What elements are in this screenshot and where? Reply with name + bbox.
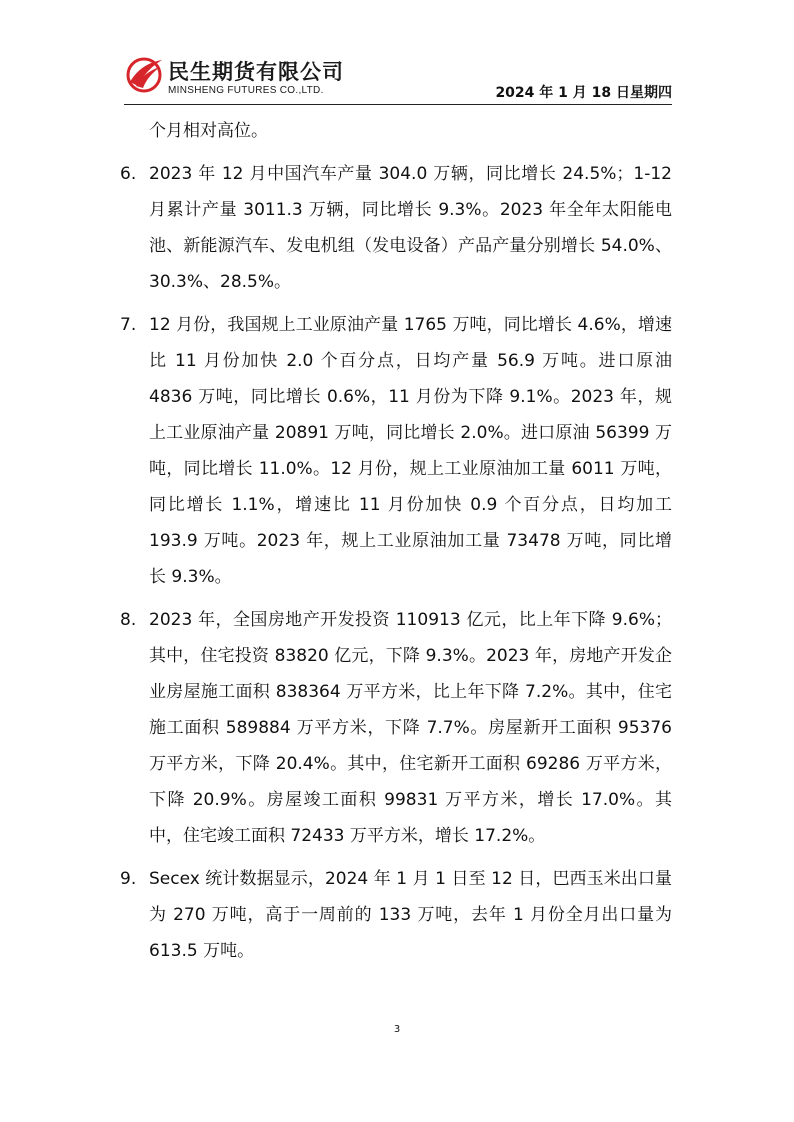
item-number: 8.: [120, 610, 137, 630]
company-name-cn: 民生期货有限公司: [168, 60, 344, 84]
item-text: 2023 年 12 月中国汽车产量 304.0 万辆，同比增长 24.5%；1-12 月累计产量 3011.3 万辆，同比增长 9.3%。2023 年全年太阳能电池、新能源汽车、发电机组（发电设备）产品产量分别增长 54.0%、30.3%、28.5%。: [149, 164, 672, 292]
list-item: [120, 307, 672, 595]
continuation-paragraph: 个月相对高位。: [149, 121, 268, 141]
item-number: 6.: [120, 164, 137, 184]
list-item: [120, 156, 672, 300]
item-number: 7.: [120, 315, 137, 335]
document-body: [120, 113, 672, 976]
page-header: [124, 52, 672, 104]
company-name-en: MINSHENG FUTURES CO.,LTD.: [168, 85, 324, 96]
item-text: 12 月份，我国规上工业原油产量 1765 万吨，同比增长 4.6%，增速比 11 月份加快 2.0 个百分点，日均产量 56.9 万吨。进口原油 4836 万吨，同比增长 0.6%，11 月份为下降 9.1%。2023 年，规上工业原油产量 20891 万吨，同比增长 2.0%。进口原油 56399 万吨，同比增长 11.0%。12 月份，规上工业原油加工量 6011 万吨，同比增长 1.1%，增速比 11 月份加快 0.9 个百分点，日均加工 193.9 万吨。2023 年，规上工业原油加工量 73478 万吨，同比增长 9.3%。: [149, 315, 672, 587]
report-date: 2024 年 1 月 18 日星期四: [495, 85, 672, 101]
list-item: [120, 602, 672, 854]
header-divider: [124, 104, 672, 105]
item-text: 2023 年，全国房地产开发投资 110913 亿元，比上年下降 9.6%；其中，住宅投资 83820 亿元，下降 9.3%。2023 年，房地产开发企业房屋施工面积 838364 万平方米，比上年下降 7.2%。其中，住宅施工面积 589884 万平方米，下降 7.7%。房屋新开工面积 95376 万平方米，下降 20.4%。其中，住宅新开工面积 69286 万平方米，下降 20.9%。房屋竣工面积 99831 万平方米，增长 17.0%。其中，住宅竣工面积 72433 万平方米，增长 17.2%。: [149, 610, 672, 846]
item-number: 9.: [120, 869, 137, 889]
item-text: Secex 统计数据显示，2024 年 1 月 1 日至 12 日，巴西玉米出口量为 270 万吨，高于一周前的 133 万吨，去年 1 月份全月出口量为 613.5 万吨。: [149, 869, 672, 961]
page-number: 3: [393, 1024, 401, 1035]
list-item: [120, 861, 672, 969]
minsheng-logo-icon: [124, 54, 164, 94]
